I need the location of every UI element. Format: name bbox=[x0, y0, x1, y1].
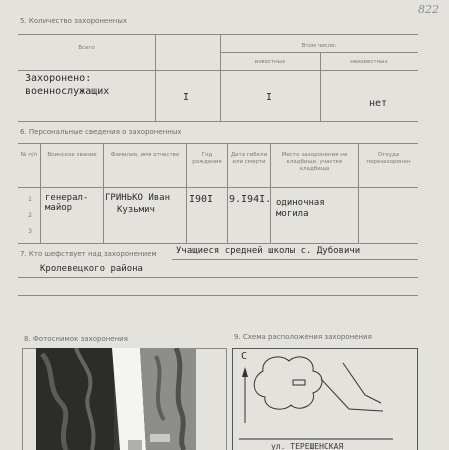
s5-bottom-rule bbox=[18, 121, 418, 122]
s6-death-value: 9.I94I. bbox=[229, 194, 272, 205]
s6-row-number-3: 3 bbox=[28, 228, 32, 235]
road-line-2 bbox=[321, 379, 383, 411]
s5-col-known-header: известных bbox=[254, 59, 286, 65]
s5-col-div1 bbox=[155, 34, 156, 121]
north-arrow-icon bbox=[242, 367, 248, 377]
section5-title: 5. Количество захороненных bbox=[20, 17, 128, 25]
s6-name-line1: ГРИНЬКО Иван bbox=[105, 193, 171, 203]
s7-value-line1: Учащиеся средней школы с. Дубовичи bbox=[176, 246, 361, 256]
s6-header-name: Фамилия, имя отчество bbox=[110, 152, 180, 158]
burial-location-sketch bbox=[233, 349, 417, 450]
s5-row-label-line1: Захоронено: bbox=[25, 73, 92, 84]
s7-rule3 bbox=[18, 295, 418, 296]
s6-row-number-1: 1 bbox=[28, 196, 32, 203]
s6-bottom-rule bbox=[18, 243, 418, 244]
s6-header-rank: Воинское звание bbox=[47, 152, 97, 158]
s6-rank-line2: майор bbox=[45, 203, 73, 213]
section7-title: 7. Кто шефствует над захоронением bbox=[20, 250, 157, 258]
s6-row-number-2: 2 bbox=[28, 212, 32, 219]
s6-col-div4 bbox=[227, 143, 228, 243]
s6-header-death: Дата гибели или смерти bbox=[230, 152, 268, 165]
grave-marker-icon bbox=[293, 380, 305, 385]
s6-header-num: № п/п bbox=[20, 152, 38, 158]
s5-row-label-line2: военнослужащих bbox=[25, 86, 110, 97]
s5-total-value: I bbox=[183, 92, 190, 103]
s5-col-total-header: Всего bbox=[78, 45, 95, 51]
section9-title: 9. Схема расположения захоронения bbox=[234, 333, 372, 341]
s5-col-including-header: Втом числе: bbox=[301, 43, 337, 49]
map-frame bbox=[232, 348, 418, 450]
map-street-label: ул. ТЕРЕШЕНСКАЯ bbox=[271, 442, 344, 450]
s7-value-line2: Кролевецкого района bbox=[40, 264, 143, 274]
s5-top-rule bbox=[18, 34, 418, 35]
page-number: 822 bbox=[418, 3, 439, 16]
s6-col-div2 bbox=[103, 143, 104, 243]
s6-place-line2: могила bbox=[276, 209, 309, 219]
s7-rule1 bbox=[172, 259, 418, 260]
tree-outline-icon bbox=[254, 357, 322, 409]
grave-photo bbox=[36, 348, 196, 450]
s5-known-value: I bbox=[266, 92, 273, 103]
grave-photo-image bbox=[36, 348, 196, 450]
s6-rank-line1: генерал- bbox=[45, 193, 89, 203]
s6-header-born: Год рождения bbox=[192, 152, 222, 165]
s5-header-rule bbox=[18, 70, 418, 71]
s6-header-place: Место захоронения на кладбище, участке кладбища bbox=[281, 152, 348, 172]
map-compass-label: С bbox=[241, 351, 248, 362]
s7-rule2 bbox=[18, 277, 418, 278]
s6-col-div6 bbox=[358, 143, 359, 243]
s6-col-div3 bbox=[186, 143, 187, 243]
s6-header-from: Откуда перезахоронен bbox=[366, 152, 411, 165]
s6-name-line2: Кузьмич bbox=[117, 205, 155, 215]
s5-col-unknown-header: неизвестных bbox=[350, 59, 388, 65]
s5-sub-rule bbox=[220, 52, 418, 53]
s6-place-line1: одиночная bbox=[276, 198, 325, 208]
s6-col-div5 bbox=[270, 143, 271, 243]
road-line-1 bbox=[343, 363, 381, 403]
section6-title: 6. Персональные сведения о захороненных bbox=[20, 128, 182, 136]
s6-col-div1 bbox=[40, 143, 41, 243]
s6-born-value: I90I bbox=[189, 194, 214, 205]
s5-unknown-value: нет bbox=[369, 98, 388, 109]
section8-title: 8. Фотоснимок захоронения bbox=[24, 335, 128, 343]
